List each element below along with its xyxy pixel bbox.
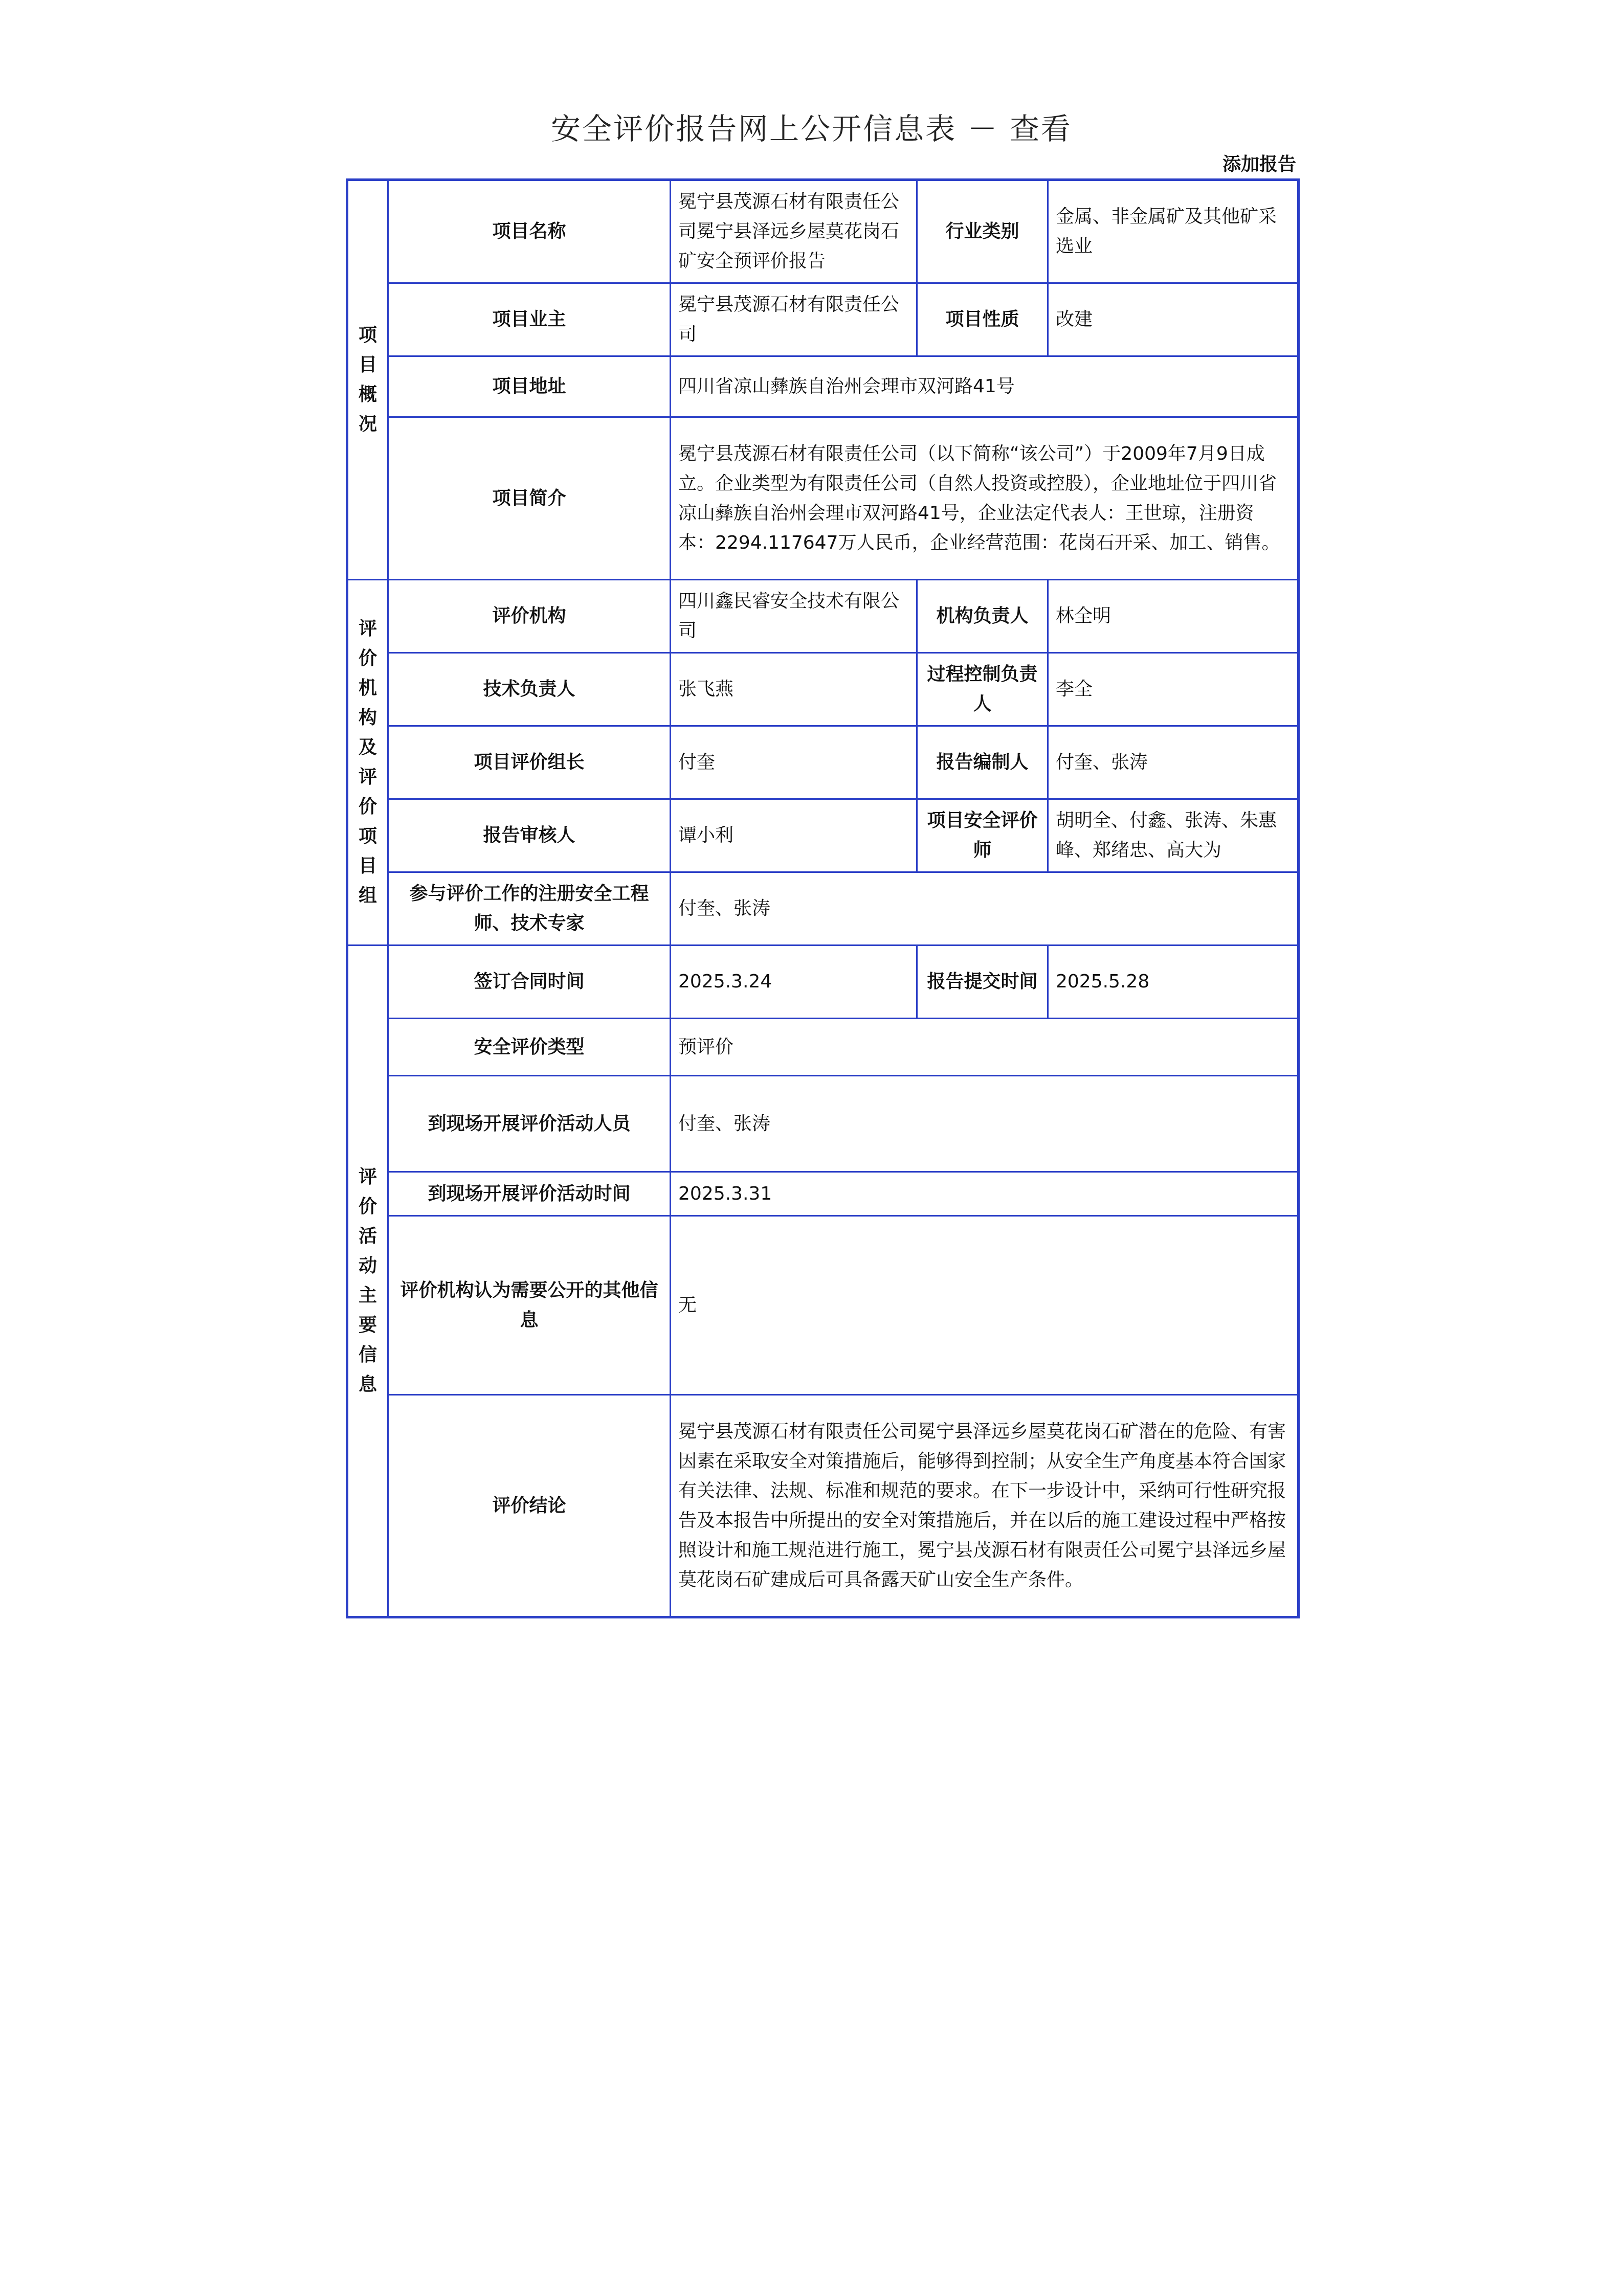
project-name-label: 项目名称	[388, 180, 671, 283]
row-onsite-people	[347, 1076, 1299, 1172]
row-type	[347, 1019, 1299, 1076]
submit-label: 报告提交时间	[917, 946, 1048, 1019]
other-value: 无	[671, 1216, 1299, 1395]
process-lead-label: 过程控制负责人	[917, 653, 1048, 726]
section-org-team: 评价机构及评价项目组	[347, 580, 388, 946]
nature-label: 项目性质	[917, 283, 1048, 356]
row-contract	[347, 946, 1299, 1019]
agency-head-value: 林全明	[1048, 580, 1299, 653]
row-onsite-time	[347, 1172, 1299, 1216]
team-lead-value: 付奎	[671, 726, 917, 799]
onsite-time-label: 到现场开展评价活动时间	[388, 1172, 671, 1216]
industry-label: 行业类别	[917, 180, 1048, 283]
compiler-value: 付奎、张涛	[1048, 726, 1299, 799]
industry-value: 金属、非金属矿及其他矿采选业	[1048, 180, 1299, 283]
agency-label: 评价机构	[388, 580, 671, 653]
team-lead-label: 项目评价组长	[388, 726, 671, 799]
info-table	[346, 178, 1300, 1618]
agency-value: 四川鑫民睿安全技术有限公司	[671, 580, 917, 653]
row-engineers	[347, 872, 1299, 946]
tech-lead-label: 技术负责人	[388, 653, 671, 726]
row-tech-lead	[347, 653, 1299, 726]
intro-value: 冕宁县茂源石材有限责任公司（以下简称“该公司”）于2009年7月9日成立。企业类型为有限责任公司（自然人投资或控股），企业地址位于四川省凉山彝族自治州会理市双河路41号，企业法定代表人：王世琼，注册资本：2294.117647万人民币，企业经营范围：花岗石开采、加工、销售。	[671, 417, 1299, 580]
row-other	[347, 1216, 1299, 1395]
conclusion-value: 冕宁县茂源石材有限责任公司冕宁县泽远乡屋莫花岗石矿潜在的危险、有害因素在采取安全对策措施后，能够得到控制；从安全生产角度基本符合国家有关法律、法规、标准和规范的要求。在下一步设计中，采纳可行性研究报告及本报告中所提出的安全对策措施后，并在以后的施工建设过程中严格按照设计和施工规范进行施工，冕宁县茂源石材有限责任公司冕宁县泽远乡屋莫花岗石矿建成后可具备露天矿山安全生产条件。	[671, 1395, 1299, 1617]
row-owner	[347, 283, 1299, 356]
reviewer-label: 报告审核人	[388, 799, 671, 872]
row-reviewer	[347, 799, 1299, 872]
row-team-lead	[347, 726, 1299, 799]
section-activity: 评价活动主要信息	[347, 946, 388, 1617]
add-report-link[interactable]: 添加报告	[1222, 154, 1296, 175]
owner-label: 项目业主	[388, 283, 671, 356]
assessors-value: 胡明全、付鑫、张涛、朱惠峰、郑绪忠、高大为	[1048, 799, 1299, 872]
row-project-name	[347, 180, 1299, 283]
other-label: 评价机构认为需要公开的其他信息	[388, 1216, 671, 1395]
address-value: 四川省凉山彝族自治州会理市双河路41号	[671, 356, 1299, 417]
agency-head-label: 机构负责人	[917, 580, 1048, 653]
intro-label: 项目简介	[388, 417, 671, 580]
contract-label: 签订合同时间	[388, 946, 671, 1019]
engineers-label: 参与评价工作的注册安全工程师、技术专家	[388, 872, 671, 946]
row-conclusion	[347, 1395, 1299, 1617]
address-label: 项目地址	[388, 356, 671, 417]
row-address	[347, 356, 1299, 417]
tech-lead-value: 张飞燕	[671, 653, 917, 726]
onsite-people-label: 到现场开展评价活动人员	[388, 1076, 671, 1172]
type-label: 安全评价类型	[388, 1019, 671, 1076]
assessors-label: 项目安全评价师	[917, 799, 1048, 872]
row-agency	[347, 580, 1299, 653]
onsite-time-value: 2025.3.31	[671, 1172, 1299, 1216]
compiler-label: 报告编制人	[917, 726, 1048, 799]
onsite-people-value: 付奎、张涛	[671, 1076, 1299, 1172]
type-value: 预评价	[671, 1019, 1299, 1076]
owner-value: 冕宁县茂源石材有限责任公司	[671, 283, 917, 356]
process-lead-value: 李全	[1048, 653, 1299, 726]
engineers-value: 付奎、张涛	[671, 872, 1299, 946]
submit-value: 2025.5.28	[1048, 946, 1299, 1019]
project-name-value: 冕宁县茂源石材有限责任公司冕宁县泽远乡屋莫花岗石矿安全预评价报告	[671, 180, 917, 283]
nature-value: 改建	[1048, 283, 1299, 356]
reviewer-value: 谭小利	[671, 799, 917, 872]
section-overview: 项目概况	[347, 180, 388, 580]
row-intro	[347, 417, 1299, 580]
contract-value: 2025.3.24	[671, 946, 917, 1019]
page-title: 安全评价报告网上公开信息表 － 查看	[551, 111, 1072, 146]
conclusion-label: 评价结论	[388, 1395, 671, 1617]
